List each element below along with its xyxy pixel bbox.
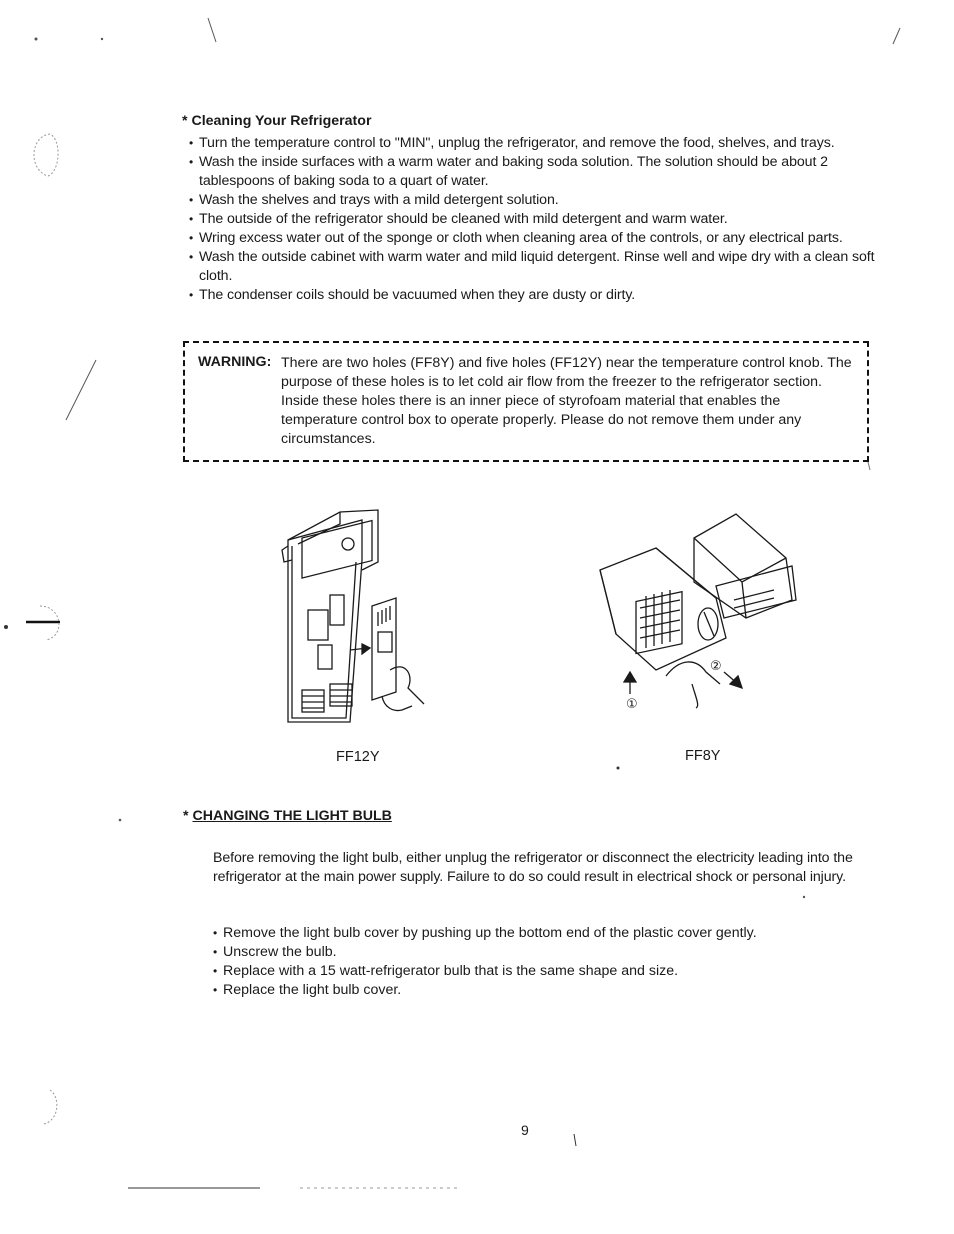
step-one-label: ① <box>626 697 638 712</box>
cleaning-heading: * Cleaning Your Refrigerator <box>182 113 372 129</box>
cleaning-bullet: • Turn the temperature control to "MIN", unplug the refrigerator, and remove the food, shelves, and trays. <box>189 134 879 153</box>
light-bulb-step: • Unscrew the bulb. <box>213 943 853 962</box>
light-bulb-step: • Replace the light bulb cover. <box>213 981 853 1000</box>
cleaning-bullet: • The condenser coils should be vacuumed when they are dusty or dirty. <box>189 286 879 305</box>
cleaning-bullet: • Wash the outside cabinet with warm water and mild liquid detergent. Rinse well and wipe dry with a clean soft cloth. <box>189 248 879 286</box>
light-bulb-heading-text: CHANGING THE LIGHT BULB <box>192 808 392 824</box>
warning-label: WARNING: <box>198 354 272 370</box>
cleaning-bullet: • The outside of the refrigerator should be cleaned with mild detergent and warm water. <box>189 210 879 229</box>
light-bulb-step: • Replace with a 15 watt-refrigerator bulb that is the same shape and size. <box>213 962 853 981</box>
step-two-label: ② <box>710 659 722 674</box>
light-bulb-intro: Before removing the light bulb, either unplug the refrigerator or disconnect the electricity leading into the refrigerator at the main power supply. Failure to do so could result in electrical shock or personal injury. <box>213 850 853 885</box>
cleaning-bullet: • Wring excess water out of the sponge or cloth when cleaning area of the controls, or any electrical parts. <box>189 229 879 248</box>
ff12y-caption: FF12Y <box>336 749 380 765</box>
page-number: 9 <box>521 1122 529 1138</box>
light-bulb-heading-prefix: * <box>183 808 193 824</box>
cleaning-bullet: • Wash the inside surfaces with a warm water and baking soda solution. The solution should be about 2 tablespoons of baking soda to a quart of water. <box>189 153 879 191</box>
cleaning-bullet: • Wash the shelves and trays with a mild detergent solution. <box>189 191 879 210</box>
warning-text: There are two holes (FF8Y) and five holes (FF12Y) near the temperature control knob. The purpose of these holes is to let cold air flow from the freezer to the refrigerator section. Inside these holes there is an inner piece of styrofoam material that enables the temperature control box to operate properly. Please do not remove them under any circumstances. <box>281 355 852 447</box>
light-bulb-step: • Remove the light bulb cover by pushing up the bottom end of the plastic cover gently. <box>213 924 853 943</box>
ff8y-caption: FF8Y <box>685 748 721 764</box>
